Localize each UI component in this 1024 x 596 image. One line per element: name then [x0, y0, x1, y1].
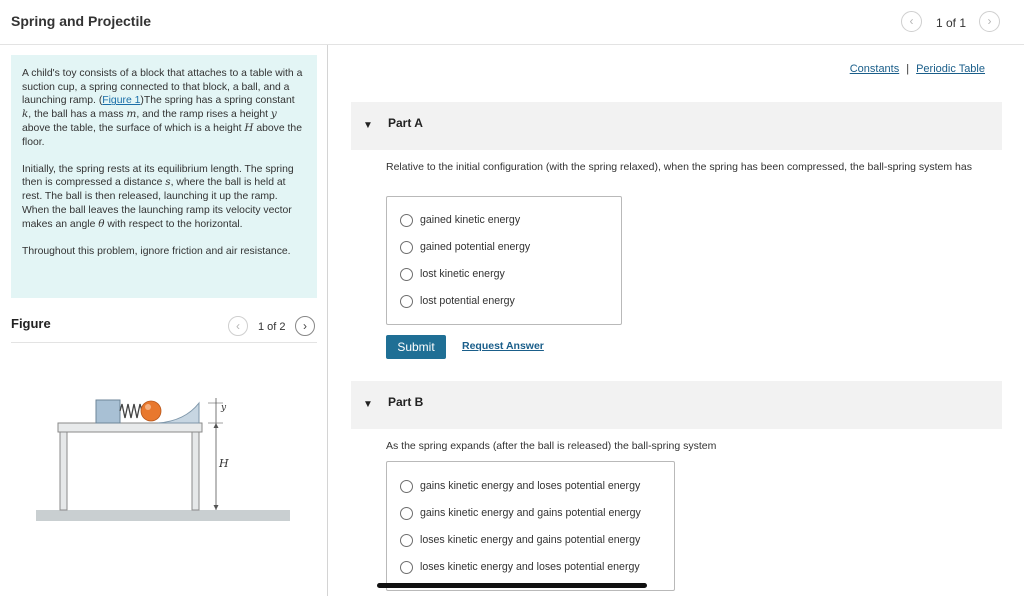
radio-button[interactable]: [400, 507, 413, 520]
top-bar: [0, 0, 1024, 45]
left-pane: [0, 45, 328, 596]
text: , the ball has a mass: [28, 109, 127, 121]
chevron-left-icon: ‹: [236, 319, 240, 333]
spring-toy-figure: [30, 395, 300, 530]
intro-paragraph-2: [22, 163, 306, 232]
part-b-choice-3[interactable]: [400, 532, 640, 548]
ball-highlight: [145, 404, 151, 410]
figure-prev-button[interactable]: [228, 316, 248, 336]
var-H: H: [244, 121, 254, 134]
part-a-title: Part A: [388, 116, 423, 130]
figure-counter: 1 of 2: [258, 321, 286, 333]
scroll-indicator[interactable]: [377, 583, 647, 588]
part-b-choices: [386, 461, 675, 591]
radio-button[interactable]: [400, 268, 413, 281]
part-a-prompt: Relative to the initial configuration (with the spring relaxed), when the spring has been compressed, the ball-spring system has: [386, 161, 972, 173]
text: A child's toy consists of a block that attaches to a table with a suction cup, a spring connected to that block, a ball, and a launching ramp. (: [22, 68, 303, 107]
part-b-choice-4[interactable]: [400, 559, 640, 575]
part-b-header[interactable]: [351, 381, 1002, 429]
radio-button[interactable]: [400, 561, 413, 574]
radio-button[interactable]: [400, 214, 413, 227]
chevron-right-icon: ›: [303, 319, 307, 333]
right-pane: [329, 45, 1024, 596]
var-y: y: [270, 108, 277, 121]
part-b-choice-1[interactable]: [400, 478, 640, 494]
part-a-choices: [386, 196, 622, 325]
choice-label: loses kinetic energy and loses potential energy: [420, 561, 640, 573]
choice-label: lost kinetic energy: [420, 268, 505, 280]
text: above the table, the surface of which is a height: [22, 122, 245, 134]
collapse-triangle-icon: ▼: [363, 120, 373, 131]
link-separator: |: [906, 63, 910, 75]
radio-button[interactable]: [400, 241, 413, 254]
table-leg-left: [60, 431, 67, 510]
item-counter: 1 of 1: [936, 16, 967, 30]
table-leg-right: [192, 431, 199, 510]
part-a-choice-1[interactable]: [400, 212, 520, 228]
text: , and the ramp rises a height: [136, 109, 271, 121]
choice-label: gains kinetic energy and loses potential energy: [420, 480, 641, 492]
figure-next-button[interactable]: [295, 316, 315, 336]
part-a-header[interactable]: [351, 102, 1002, 150]
launch-ramp: [158, 403, 199, 423]
chevron-right-icon: ›: [987, 14, 992, 28]
y-label: y: [221, 403, 227, 413]
text: Initially, the spring rests at its equilibrium length. The spring then is compressed a distance: [22, 163, 294, 189]
choice-label: lost potential energy: [420, 295, 515, 307]
problem-intro: [11, 55, 317, 298]
submit-button[interactable]: Submit: [386, 335, 446, 359]
text: , where the ball is held at rest. The ball is then released, launching it up the ramp. When the ball leaves the launching ramp its velocity vector makes an angle: [22, 177, 292, 230]
part-a-choice-3[interactable]: [400, 266, 505, 282]
reference-links: [850, 63, 985, 75]
ball: [141, 401, 161, 421]
choice-label: gains kinetic energy and gains potential energy: [420, 507, 641, 519]
text: with respect to the horizontal.: [104, 218, 243, 230]
spring: [120, 404, 142, 418]
h-arrow-top: [214, 423, 219, 428]
h-arrow-bottom: [214, 505, 219, 510]
part-a-choice-4[interactable]: [400, 293, 515, 309]
intro-paragraph-1: [22, 67, 306, 149]
app-title: Spring and Projectile: [11, 13, 152, 29]
var-m: m: [126, 108, 137, 121]
var-theta: θ: [98, 217, 105, 230]
intro-paragraph-3: Throughout this problem, ignore friction and air resistance.: [22, 245, 291, 257]
part-b-prompt: As the spring expands (after the ball is released) the ball-spring system: [386, 440, 717, 452]
constants-link[interactable]: Constants: [849, 63, 900, 75]
periodic-table-link[interactable]: Periodic Table: [916, 63, 985, 75]
var-k: k: [22, 108, 29, 121]
radio-button[interactable]: [400, 534, 413, 547]
choice-label: loses kinetic energy and gains potential energy: [420, 534, 641, 546]
figure-divider: [11, 342, 317, 343]
choice-label: gained kinetic energy: [420, 214, 521, 226]
radio-button[interactable]: [400, 480, 413, 493]
text: )The spring has a spring constant: [140, 95, 295, 107]
table-top: [58, 423, 202, 432]
next-item-button[interactable]: [979, 11, 1000, 32]
figure-heading: Figure: [11, 316, 51, 331]
floor: [36, 510, 290, 521]
text: above the floor.: [22, 122, 302, 148]
figure-1-link[interactable]: Figure 1: [102, 95, 141, 107]
collapse-triangle-icon: ▼: [363, 399, 373, 410]
prev-item-button[interactable]: [901, 11, 922, 32]
chevron-left-icon: ‹: [909, 14, 914, 28]
request-answer-link[interactable]: Request Answer: [462, 340, 544, 352]
part-b-choice-2[interactable]: [400, 505, 641, 521]
radio-button[interactable]: [400, 295, 413, 308]
var-s: s: [165, 176, 171, 189]
choice-label: gained potential energy: [420, 241, 531, 253]
part-a-choice-2[interactable]: [400, 239, 530, 255]
part-b-title: Part B: [388, 395, 424, 409]
suction-block: [96, 400, 120, 423]
H-label: H: [219, 457, 229, 470]
